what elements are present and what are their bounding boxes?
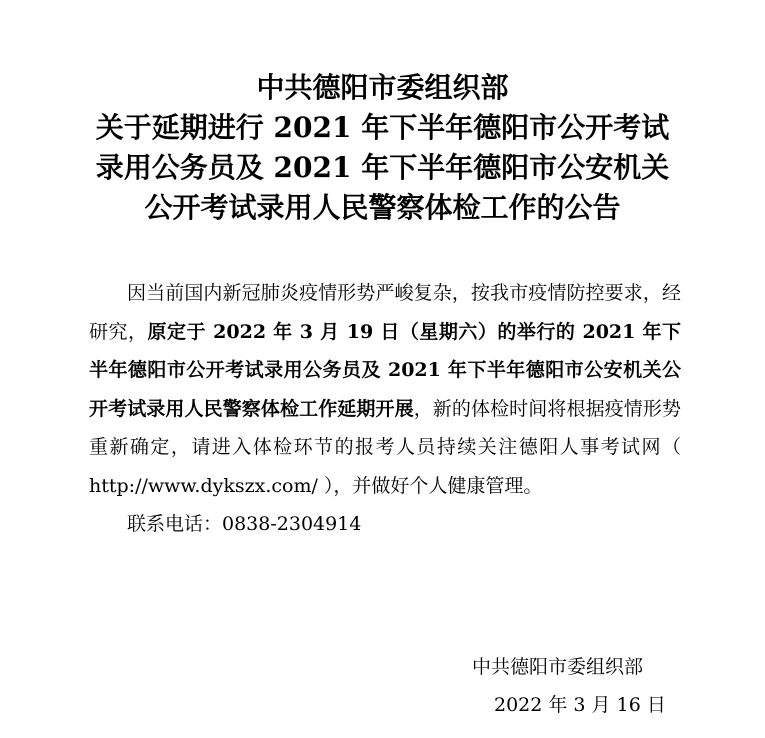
contact-phone: 联系电话：0838-2304914 — [127, 513, 362, 535]
rest-text: ，新的体检时间将根据疫情形势重新确定，请进入体检环节的报考人员持续关注德阳人事考试网（ http://www.dykszx.com/ ），并做好个人健康管理。 — [89, 397, 681, 497]
emphasis-text: 原定于 2022 年 3 月 19 日（星期六）的举行的 2021 年下半年德阳市公开考试录用公务员及 2021 年下半年德阳市公安机关公开考试录用人民警察体检工作延期开展 — [89, 320, 681, 420]
intro-text: 因当前国内新冠肺炎疫情形势严峻复杂，按我市疫情防控要求，经研究， — [89, 282, 681, 343]
signature-date: 2022 年 3 月 16 日 — [494, 694, 666, 716]
signature-org: 中共德阳市委组织部 — [472, 656, 644, 678]
title-line-3: 录用公务员及 2021 年下半年德阳市公安机关 — [95, 151, 670, 184]
title-line-4: 公开考试录用人民警察体检工作的公告 — [144, 191, 621, 224]
main-paragraph — [89, 274, 681, 505]
notice-title — [0, 68, 765, 228]
notice-body — [89, 274, 681, 544]
title-line-2: 关于延期进行 2021 年下半年德阳市公开考试 — [95, 111, 670, 144]
title-line-1: 中共德阳市委组织部 — [256, 71, 509, 104]
signature-block — [472, 648, 666, 724]
